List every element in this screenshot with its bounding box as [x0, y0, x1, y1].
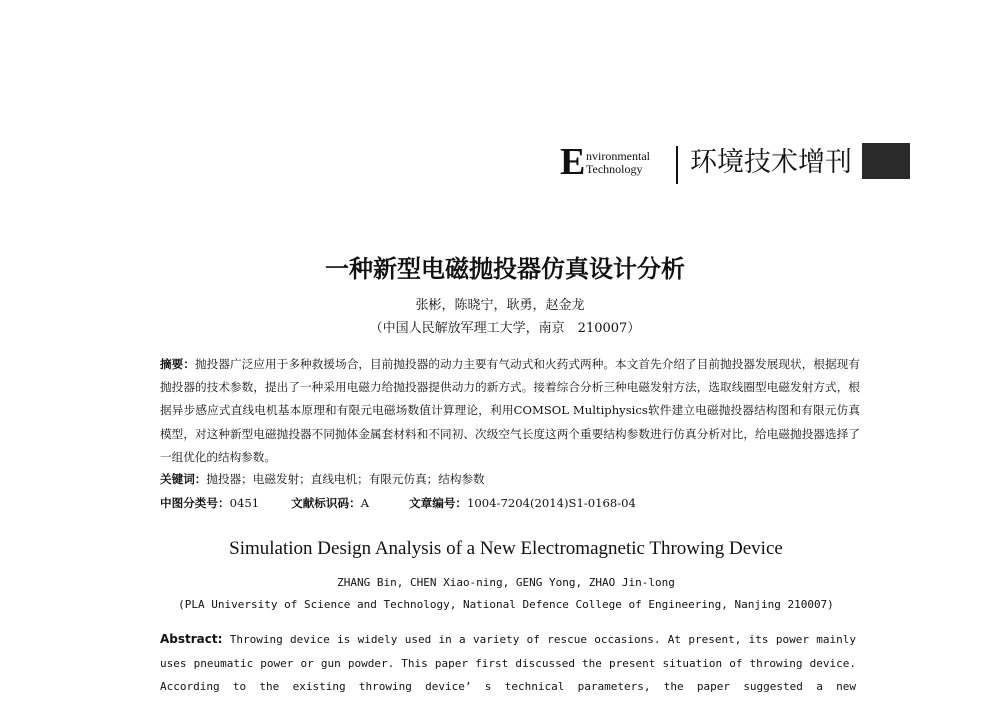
abstract-en	[160, 628, 856, 699]
clc-value: 0451	[229, 496, 260, 510]
journal-logo-line1: nvironmental	[586, 149, 650, 163]
abstract-en-text: Throwing device is widely used in a variety of rescue occasions. At present, its power mainly uses pneumatic power or gun powder. This paper first discussed the present situation of throwing device. According to the existing throwing device’ s technical parameters, the paper suggested a new	[160, 633, 857, 693]
doc-code-value: A	[360, 496, 370, 510]
affiliation-cn: （中国人民解放军理工大学，南京 210007）	[369, 321, 641, 336]
classification-row	[160, 492, 860, 514]
keywords-cn-label: 关键词：	[160, 472, 207, 486]
abstract-en-label: Abstract:	[160, 632, 223, 646]
article-title-cn: 一种新型电磁抛投器仿真设计分析	[325, 254, 685, 283]
authors-en: ZHANG Bin, CHEN Xiao-ning, GENG Yong, ZHAO Jin-long	[337, 576, 675, 589]
journal-logo-letter: E	[560, 141, 586, 183]
article-no-label: 文章编号：	[409, 496, 468, 510]
article-no-value: 1004-7204(2014)S1-0168-04	[467, 496, 636, 510]
doc-code-label: 文献标识码：	[291, 496, 361, 510]
abstract-cn	[160, 353, 860, 469]
abstract-cn-text: 抛投器广泛应用于多种救援场合，目前抛投器的动力主要有气动式和火药式两种。本文首先介绍了目前抛投器发展现状，根据现有抛投器的技术参数，提出了一种采用电磁力给抛投器提供动力的新方式。接着综合分析三种电磁发射方法，选取线圈型电磁发射方式，根据异步感应式直线电机基本原理和有限元电磁场数值计算理论，利用COMSOL Multiphysics软件建立电磁抛投器结构图和有限元仿真模型，对这种新型电磁抛投器不同抛体金属套材料和不同初、次级空气长度这两个重要结构参数进行仿真分析对比，给电磁抛投器选择了一组优化的结构参数。	[160, 357, 860, 464]
journal-logo-words	[586, 150, 650, 176]
keywords-cn-text: 抛投器；电磁发射；直线电机；有限元仿真；结构参数	[206, 472, 485, 486]
abstract-cn-label: 摘要：	[160, 357, 196, 371]
article-title-en: Simulation Design Analysis of a New Electromagnetic Throwing Device	[229, 538, 783, 559]
journal-logo-divider	[676, 146, 678, 184]
authors-cn: 张彬，陈晓宁，耿勇，赵金龙	[415, 298, 585, 313]
journal-name: 环境技术增刊	[690, 147, 852, 178]
clc-label: 中图分类号：	[160, 496, 230, 510]
journal-header-block	[862, 143, 910, 179]
journal-logo-line2: Technology	[586, 162, 643, 176]
affiliation-en: (PLA University of Science and Technology, National Defence College of Engineering, Nanjing 210007)	[178, 598, 834, 611]
keywords-cn	[160, 468, 860, 490]
